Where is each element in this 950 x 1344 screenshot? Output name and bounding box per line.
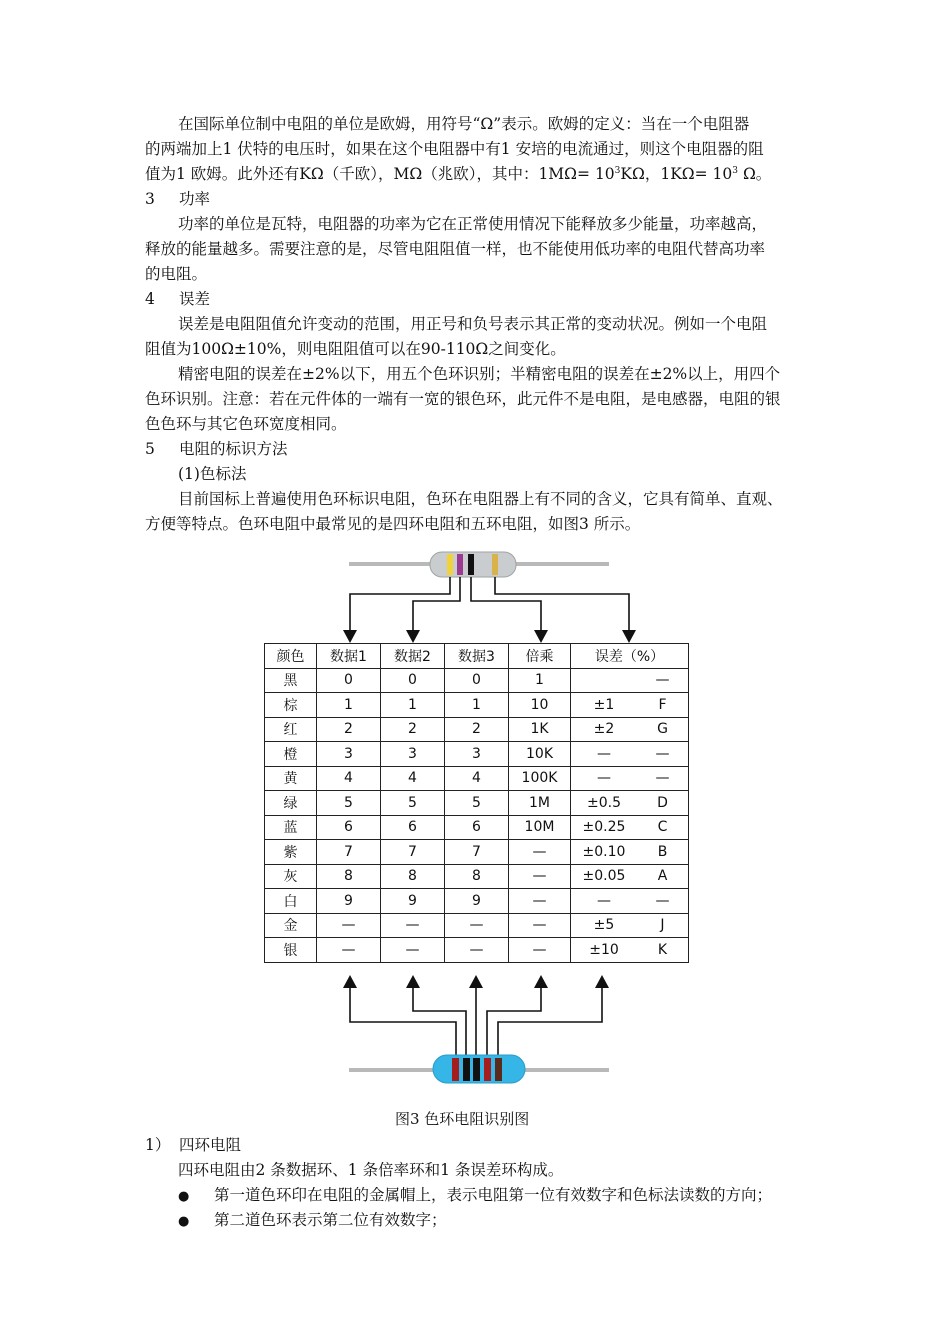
table-cell: 灰 — [265, 864, 317, 889]
paragraph-line: 释放的能量越多。需要注意的是，尽管电阻阻值一样，也不能使用低功率的电阻代替高功率 — [145, 240, 766, 258]
table-cell: 绿 — [265, 791, 317, 816]
table-cell: 10 — [509, 693, 571, 718]
header-multiplier: 倍乘 — [509, 644, 571, 669]
table-cell: ±0.05 — [571, 864, 638, 889]
table-row — [265, 766, 689, 791]
table-cell: 2 — [445, 717, 509, 742]
table-row — [265, 840, 689, 865]
table-cell: — — [571, 742, 638, 767]
table-cell: C — [637, 815, 689, 840]
table-cell: 3 — [381, 742, 445, 767]
header-color: 颜色 — [265, 644, 317, 669]
table-cell: — — [509, 889, 571, 914]
table-cell: 4 — [381, 766, 445, 791]
paragraph-line: 四环电阻由2 条数据环、1 条倍率环和1 条误差环构成。 — [178, 1161, 564, 1179]
table-cell: ±0.10 — [571, 840, 638, 865]
table-cell: 黄 — [265, 766, 317, 791]
table-cell: 红 — [265, 717, 317, 742]
paragraph-line: 阻值为100Ω±10%，则电阻阻值可以在90-110Ω之间变化。 — [145, 340, 566, 358]
table-cell: 6 — [381, 815, 445, 840]
paragraph-line: 目前国标上普遍使用色环标识电阻，色环在电阻器上有不同的含义，它具有简单、直观、 — [178, 490, 783, 508]
table-row — [265, 791, 689, 816]
bullet-icon: ● — [178, 1214, 190, 1229]
table-cell: — — [445, 913, 509, 938]
table-cell: B — [637, 840, 689, 865]
table-cell: ±2 — [571, 717, 638, 742]
header-data2: 数据2 — [381, 644, 445, 669]
bottom-arrow-lines — [350, 985, 602, 1060]
table-cell: — — [509, 840, 571, 865]
table-cell: — — [637, 668, 689, 693]
table-cell: — — [317, 938, 381, 963]
table-cell: ±10 — [571, 938, 638, 963]
superscript: 3 — [732, 165, 739, 176]
table-cell: 10M — [509, 815, 571, 840]
paragraph-line: 功率的单位是瓦特，电阻器的功率为它在正常使用情况下能释放多少能量，功率越高， — [178, 215, 768, 233]
table-cell — [571, 668, 638, 693]
table-cell: 1K — [509, 717, 571, 742]
table-cell: — — [571, 766, 638, 791]
five-band-resistor-illustration — [349, 1055, 609, 1083]
table-cell: 9 — [317, 889, 381, 914]
table-cell: 0 — [381, 668, 445, 693]
table-cell: — — [445, 938, 509, 963]
figure-caption: 图3 色环电阻识别图 — [395, 1110, 530, 1128]
table-cell: 8 — [381, 864, 445, 889]
table-cell: 9 — [445, 889, 509, 914]
section-number: 1） — [145, 1136, 171, 1154]
table-cell: — — [637, 766, 689, 791]
table-cell: 2 — [317, 717, 381, 742]
header-tolerance: 误差（%） — [571, 644, 689, 669]
section-number: 5 — [145, 440, 155, 458]
table-cell: 金 — [265, 913, 317, 938]
table-cell: D — [637, 791, 689, 816]
top-arrow-lines — [350, 577, 629, 633]
section-heading-four-band — [145, 1133, 241, 1158]
paragraph-line: 的两端加上1 伏特的电压时，如果在这个电阻器中有1 安培的电流通过，则这个电阻器的阻 — [145, 140, 764, 158]
table-cell: ±0.25 — [571, 815, 638, 840]
table-cell: ±0.5 — [571, 791, 638, 816]
paragraph-text: 值为1 欧姆。此外还有KΩ（千欧），MΩ（兆欧），其中：1MΩ= 10 — [145, 165, 615, 183]
top-arrowheads — [343, 630, 636, 643]
table-cell: 0 — [317, 668, 381, 693]
table-cell: — — [317, 913, 381, 938]
paragraph-line: 方便等特点。色环电阻中最常见的是四环电阻和五环电阻，如图3 所示。 — [145, 515, 641, 533]
table-cell: ±5 — [571, 913, 638, 938]
table-cell: 1M — [509, 791, 571, 816]
list-item — [178, 1208, 447, 1234]
table-cell: 白 — [265, 889, 317, 914]
table-row — [265, 889, 689, 914]
bottom-arrowheads — [343, 975, 609, 988]
table-cell: 7 — [445, 840, 509, 865]
table-cell: G — [637, 717, 689, 742]
list-item-text: 第一道色环印在电阻的金属帽上，表示电阻第一位有效数字和色标法读数的方向； — [214, 1186, 773, 1204]
table-cell: 1 — [317, 693, 381, 718]
table-cell: 1 — [509, 668, 571, 693]
table-cell: K — [637, 938, 689, 963]
section-number: 3 — [145, 190, 155, 208]
table-cell: 银 — [265, 938, 317, 963]
table-cell: — — [381, 938, 445, 963]
table-cell: 8 — [317, 864, 381, 889]
table-cell: — — [509, 913, 571, 938]
table-cell: ±1 — [571, 693, 638, 718]
section-title: 电阻的标识方法 — [179, 440, 288, 458]
table-cell: 8 — [445, 864, 509, 889]
table-cell: — — [571, 889, 638, 914]
list-item — [178, 1183, 772, 1209]
table-cell: 100K — [509, 766, 571, 791]
section-title: 四环电阻 — [179, 1136, 242, 1154]
table-cell: 9 — [381, 889, 445, 914]
header-data1: 数据1 — [317, 644, 381, 669]
table-row — [265, 668, 689, 693]
table-row — [265, 693, 689, 718]
paragraph-text: KΩ，1KΩ= 10 — [620, 165, 733, 183]
paragraph-line: 色色环与其它色环宽度相同。 — [145, 415, 347, 433]
paragraph-line: 的电阻。 — [145, 265, 208, 283]
table-cell: — — [637, 742, 689, 767]
paragraph-line: 误差是电阻阻值允许变动的范围，用正号和负号表示其正常的变动状况。例如一个电阻 — [178, 315, 768, 333]
table-row — [265, 913, 689, 938]
table-cell: 紫 — [265, 840, 317, 865]
table-cell: 7 — [381, 840, 445, 865]
paragraph-line: 精密电阻的误差在±2%以下，用五个色环识别；半精密电阻的误差在±2%以上，用四个 — [178, 365, 781, 383]
table-cell: 棕 — [265, 693, 317, 718]
superscript: 3 — [614, 165, 621, 176]
table-cell: 7 — [317, 840, 381, 865]
four-band-resistor-illustration — [349, 552, 609, 577]
paragraph-line: 在国际单位制中电阻的单位是欧姆，用符号“Ω”表示。欧姆的定义：当在一个电阻器 — [178, 115, 750, 133]
header-data3: 数据3 — [445, 644, 509, 669]
table-cell: 5 — [317, 791, 381, 816]
table-cell: — — [637, 889, 689, 914]
table-header-row — [265, 644, 689, 669]
bullet-icon: ● — [178, 1189, 190, 1204]
list-item-text: 第二道色环表示第二位有效数字； — [214, 1211, 447, 1229]
table-row — [265, 815, 689, 840]
section-title: 误差 — [179, 290, 211, 308]
paragraph-line: 色环识别。注意：若在元件体的一端有一宽的银色环，此元件不是电阻，是电感器，电阻的银 — [145, 390, 781, 408]
section-title: 功率 — [179, 190, 211, 208]
table-cell: 1 — [445, 693, 509, 718]
table-cell: 4 — [317, 766, 381, 791]
table-cell: 橙 — [265, 742, 317, 767]
paragraph-text: Ω。 — [738, 165, 772, 183]
table-cell: 1 — [381, 693, 445, 718]
table-cell: J — [637, 913, 689, 938]
table-cell: 3 — [317, 742, 381, 767]
table-cell: F — [637, 693, 689, 718]
table-cell: 6 — [445, 815, 509, 840]
table-cell: — — [509, 938, 571, 963]
table-cell: 10K — [509, 742, 571, 767]
table-cell: 6 — [317, 815, 381, 840]
table-cell: 黑 — [265, 668, 317, 693]
table-cell: — — [509, 864, 571, 889]
table-row — [265, 742, 689, 767]
table-row — [265, 938, 689, 963]
table-row — [265, 717, 689, 742]
table-cell: 4 — [445, 766, 509, 791]
color-code-table — [264, 643, 689, 963]
subsection-title: (1)色标法 — [178, 465, 247, 483]
table-cell: 5 — [381, 791, 445, 816]
section-number: 4 — [145, 290, 155, 308]
table-cell: 5 — [445, 791, 509, 816]
table-row — [265, 864, 689, 889]
table-cell: A — [637, 864, 689, 889]
table-cell: 蓝 — [265, 815, 317, 840]
table-cell: 0 — [445, 668, 509, 693]
table-cell: — — [381, 913, 445, 938]
table-cell: 2 — [381, 717, 445, 742]
table-cell: 3 — [445, 742, 509, 767]
